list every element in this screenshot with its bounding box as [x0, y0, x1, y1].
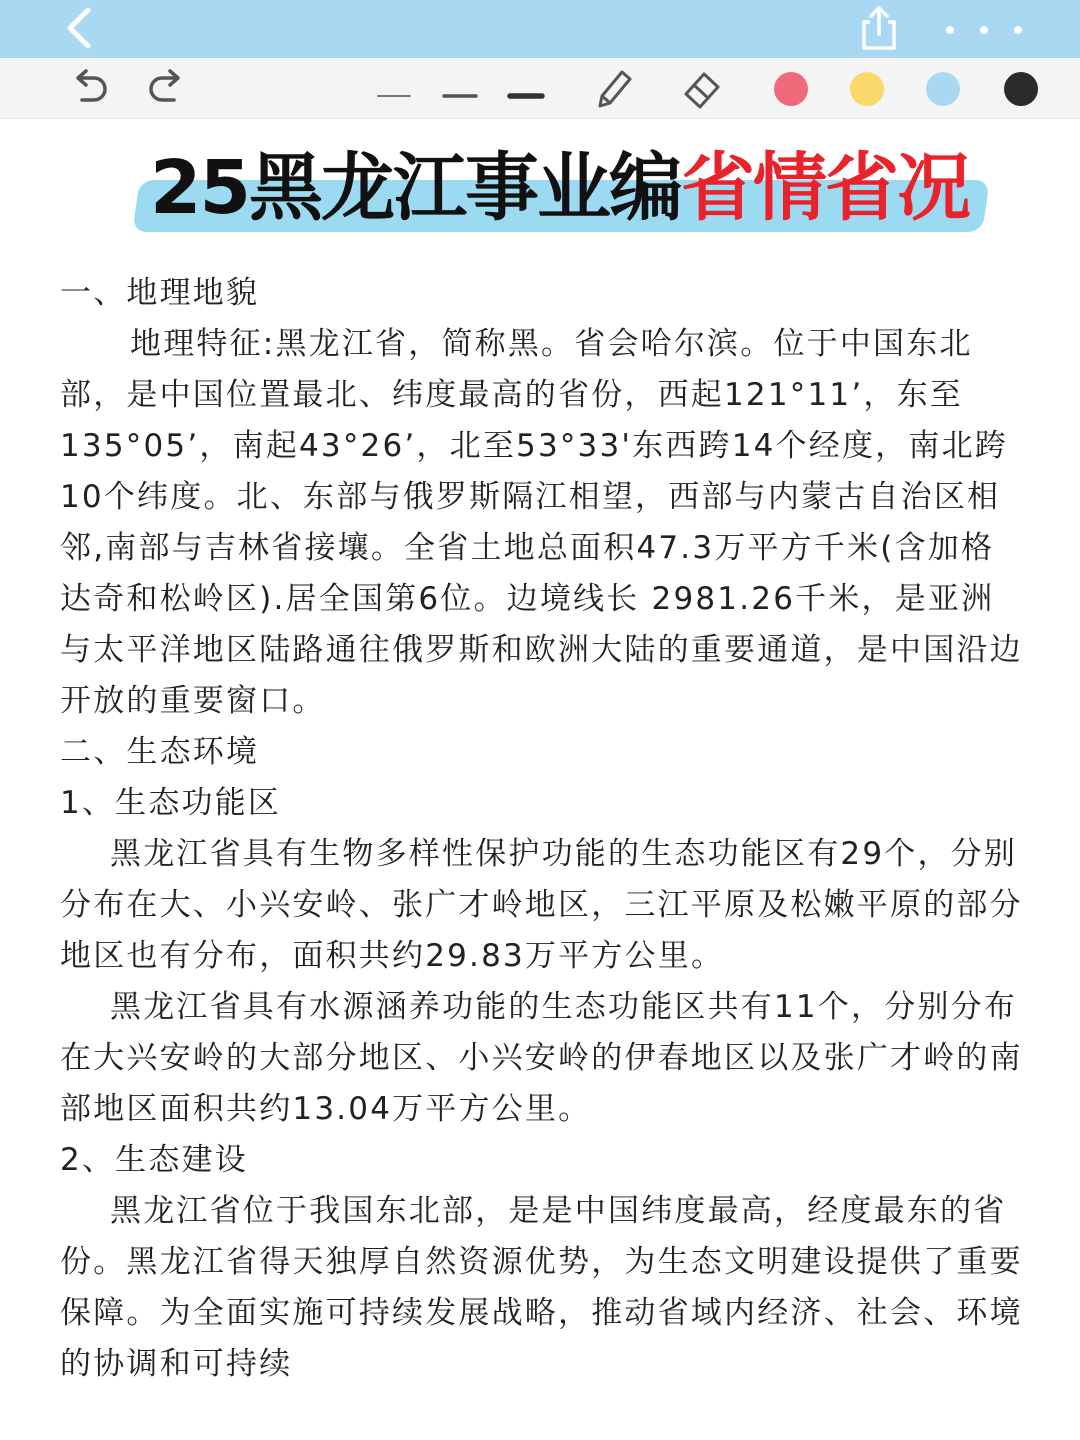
thin-line-icon[interactable]: [370, 66, 418, 110]
title-text: [150, 140, 990, 236]
subsection-heading: 2、生态建设: [60, 1142, 248, 1178]
note-content: [60, 268, 1025, 1390]
paragraph: 地理特征:黑龙江省，简称黑。省会哈尔滨。位于中国东北部，是中国位置最北、纬度最高的省份，西起121°11’，东至135°05’，南起43°26’，北至53°33'东西跨14个经度，南北跨10个纬度。北、东部与俄罗斯隔江相望，西部与内蒙古自治区相邻,南部与吉林省接壤。全省土地总面积47.3万平方千米(含加格达奇和松岭区).居全国第6位。边境线长 2981.26千米，是亚洲与太平洋地区陆路通往俄罗斯和欧洲大陆的重要通道，是中国沿边开放的重要窗口。: [60, 326, 1023, 719]
color-swatch-black[interactable]: [1004, 72, 1038, 106]
section-heading: 一、地理地貌: [60, 275, 260, 311]
color-swatch-blue[interactable]: [926, 72, 960, 106]
subsection-heading: 1、生态功能区: [60, 785, 282, 821]
section-heading: 二、生态环境: [60, 734, 260, 770]
share-icon[interactable]: [856, 4, 902, 52]
more-dots-icon[interactable]: [940, 20, 1030, 40]
title-black-part: 25黑龙江事业编: [150, 145, 681, 231]
title-red-part: 省情省况: [680, 145, 969, 231]
paragraph: 黑龙江省具有水源涵养功能的生态功能区共有11个，分别分布在大兴安岭的大部分地区、小兴安岭的伊春地区以及张广才岭的南部地区面积共约13.04万平方公里。: [60, 989, 1023, 1127]
eraser-icon[interactable]: [678, 66, 726, 110]
chevron-left-icon[interactable]: [60, 6, 100, 50]
medium-line-icon[interactable]: [436, 66, 484, 110]
pen-icon[interactable]: [590, 66, 638, 110]
color-swatch-red[interactable]: [774, 72, 808, 106]
paragraph: 黑龙江省具有生物多样性保护功能的生态功能区有29个，分别分布在大、小兴安岭、张广才岭地区，三江平原及松嫩平原的部分地区也有分布，面积共约29.83万平方公里。: [60, 836, 1023, 974]
page-title: [136, 140, 986, 236]
drawing-toolbar: [0, 58, 1080, 119]
paragraph: 黑龙江省位于我国东北部，是是中国纬度最高，经度最东的省份。黑龙江省得天独厚自然资源优势，为生态文明建设提供了重要保障。为全面实施可持续发展战略，推动省域内经济、社会、环境的协调和可持续: [60, 1193, 1023, 1382]
color-swatch-yellow[interactable]: [850, 72, 884, 106]
thick-line-icon[interactable]: [502, 66, 550, 110]
redo-icon[interactable]: [142, 66, 190, 110]
undo-icon[interactable]: [66, 66, 114, 110]
top-nav-bar: [0, 0, 1080, 58]
